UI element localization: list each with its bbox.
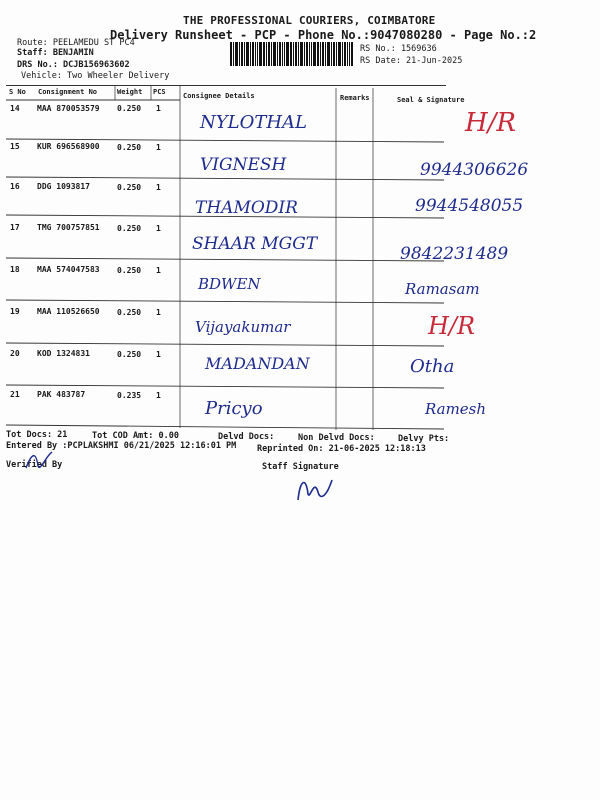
- row-seal-handwriting: Ramasam: [405, 280, 480, 298]
- col-header-pcs: PCS: [153, 88, 166, 96]
- row-pcs: 1: [156, 266, 161, 275]
- col-header-weight: Weight: [117, 88, 143, 96]
- entered-by: Entered By :PCPLAKSHMI 06/21/2025 12:16:01 PM: [6, 441, 237, 451]
- delivery-points: Delvy Pts:: [398, 434, 450, 444]
- company-title: THE PROFESSIONAL COURIERS, COIMBATORE: [183, 14, 436, 27]
- col-header-seal: Seal & Signature: [397, 96, 465, 104]
- col-header-consignment: Consignment No: [38, 88, 98, 96]
- row-consignee-handwriting: VIGNESH: [200, 155, 287, 175]
- row-pcs: 1: [156, 143, 161, 152]
- row-sno: 19: [10, 307, 20, 316]
- row-seal-handwriting: H/R: [465, 108, 517, 138]
- row-seal-handwriting: H/R: [428, 312, 476, 340]
- rs-no-label: RS No.: 1569636: [360, 44, 437, 54]
- row-weight: 0.250: [117, 183, 142, 192]
- row-sno: 14: [10, 104, 20, 113]
- row-consignment: MAA 870053579: [37, 104, 100, 113]
- col-header-consignee: Consignee Details: [183, 92, 255, 100]
- row-weight: 0.250: [117, 266, 142, 275]
- row-seal-handwriting: 9842231489: [400, 244, 509, 264]
- row-consignment: TMG 700757851: [37, 223, 100, 232]
- delivered-docs: Delvd Docs:: [218, 432, 275, 442]
- row-seal-handwriting: Ramesh: [425, 400, 487, 418]
- vehicle-label: Vehicle: Two Wheeler Delivery: [21, 71, 170, 81]
- non-delivered-docs: Non Delvd Docs:: [298, 433, 375, 443]
- row-weight: 0.250: [117, 104, 142, 113]
- row-consignee-handwriting: Pricyo: [205, 398, 263, 419]
- row-pcs: 1: [156, 104, 161, 113]
- row-weight: 0.235: [117, 391, 142, 400]
- row-sno: 20: [10, 349, 20, 358]
- row-consignee-handwriting: BDWEN: [198, 275, 261, 293]
- row-consignee-handwriting: THAMODIR: [195, 198, 298, 218]
- row-consignee-handwriting: Vijayakumar: [195, 318, 291, 336]
- row-sno: 16: [10, 182, 20, 191]
- row-consignment: DDG 1093817: [37, 182, 90, 191]
- staff-label: Staff: BENJAMIN: [17, 48, 94, 58]
- route-label: Route: PEELAMEDU ST PC4: [17, 38, 135, 48]
- rs-date-label: RS Date: 21-Jun-2025: [360, 56, 463, 66]
- drs-label: DRS No.: DCJB156963602: [17, 60, 130, 70]
- row-sno: 18: [10, 265, 20, 274]
- row-consignment: PAK 483787: [37, 390, 86, 399]
- row-weight: 0.250: [117, 224, 142, 233]
- staff-signature-image: [292, 470, 342, 506]
- col-header-remarks: Remarks: [340, 94, 370, 102]
- row-pcs: 1: [156, 391, 161, 400]
- col-header-sno: S No: [9, 88, 26, 96]
- row-pcs: 1: [156, 183, 161, 192]
- row-seal-handwriting: 9944306626: [420, 160, 529, 180]
- verified-by-label: Verified By: [6, 460, 63, 470]
- row-consignment: MAA 110526650: [37, 307, 100, 316]
- total-docs: Tot Docs: 21: [6, 430, 68, 440]
- total-cod-amount: Tot COD Amt: 0.00: [92, 431, 179, 441]
- row-seal-handwriting: 9944548055: [415, 196, 524, 216]
- row-pcs: 1: [156, 308, 161, 317]
- row-pcs: 1: [156, 224, 161, 233]
- row-pcs: 1: [156, 350, 161, 359]
- row-consignee-handwriting: MADANDAN: [205, 354, 310, 373]
- row-sno: 17: [10, 223, 20, 232]
- row-consignee-handwriting: SHAAR MGGT: [192, 234, 318, 254]
- row-consignment: MAA 574047583: [37, 265, 100, 274]
- row-sno: 21: [10, 390, 20, 399]
- reprinted-on: Reprinted On: 21-06-2025 12:18:13: [257, 444, 426, 454]
- verifier-signature-image: [22, 446, 62, 476]
- row-weight: 0.250: [117, 350, 142, 359]
- row-consignment: KOD 1324831: [37, 349, 90, 358]
- row-consignee-handwriting: NYLOTHAL: [200, 112, 307, 133]
- row-sno: 15: [10, 142, 20, 151]
- row-seal-handwriting: Otha: [410, 356, 455, 377]
- runsheet-title: Delivery Runsheet - PCP - Phone No.:9047080280 - Page No.:2: [110, 28, 537, 42]
- row-weight: 0.250: [117, 308, 142, 317]
- row-weight: 0.250: [117, 143, 142, 152]
- staff-signature-label: Staff Signature: [262, 462, 339, 472]
- row-consignment: KUR 696568900: [37, 142, 100, 151]
